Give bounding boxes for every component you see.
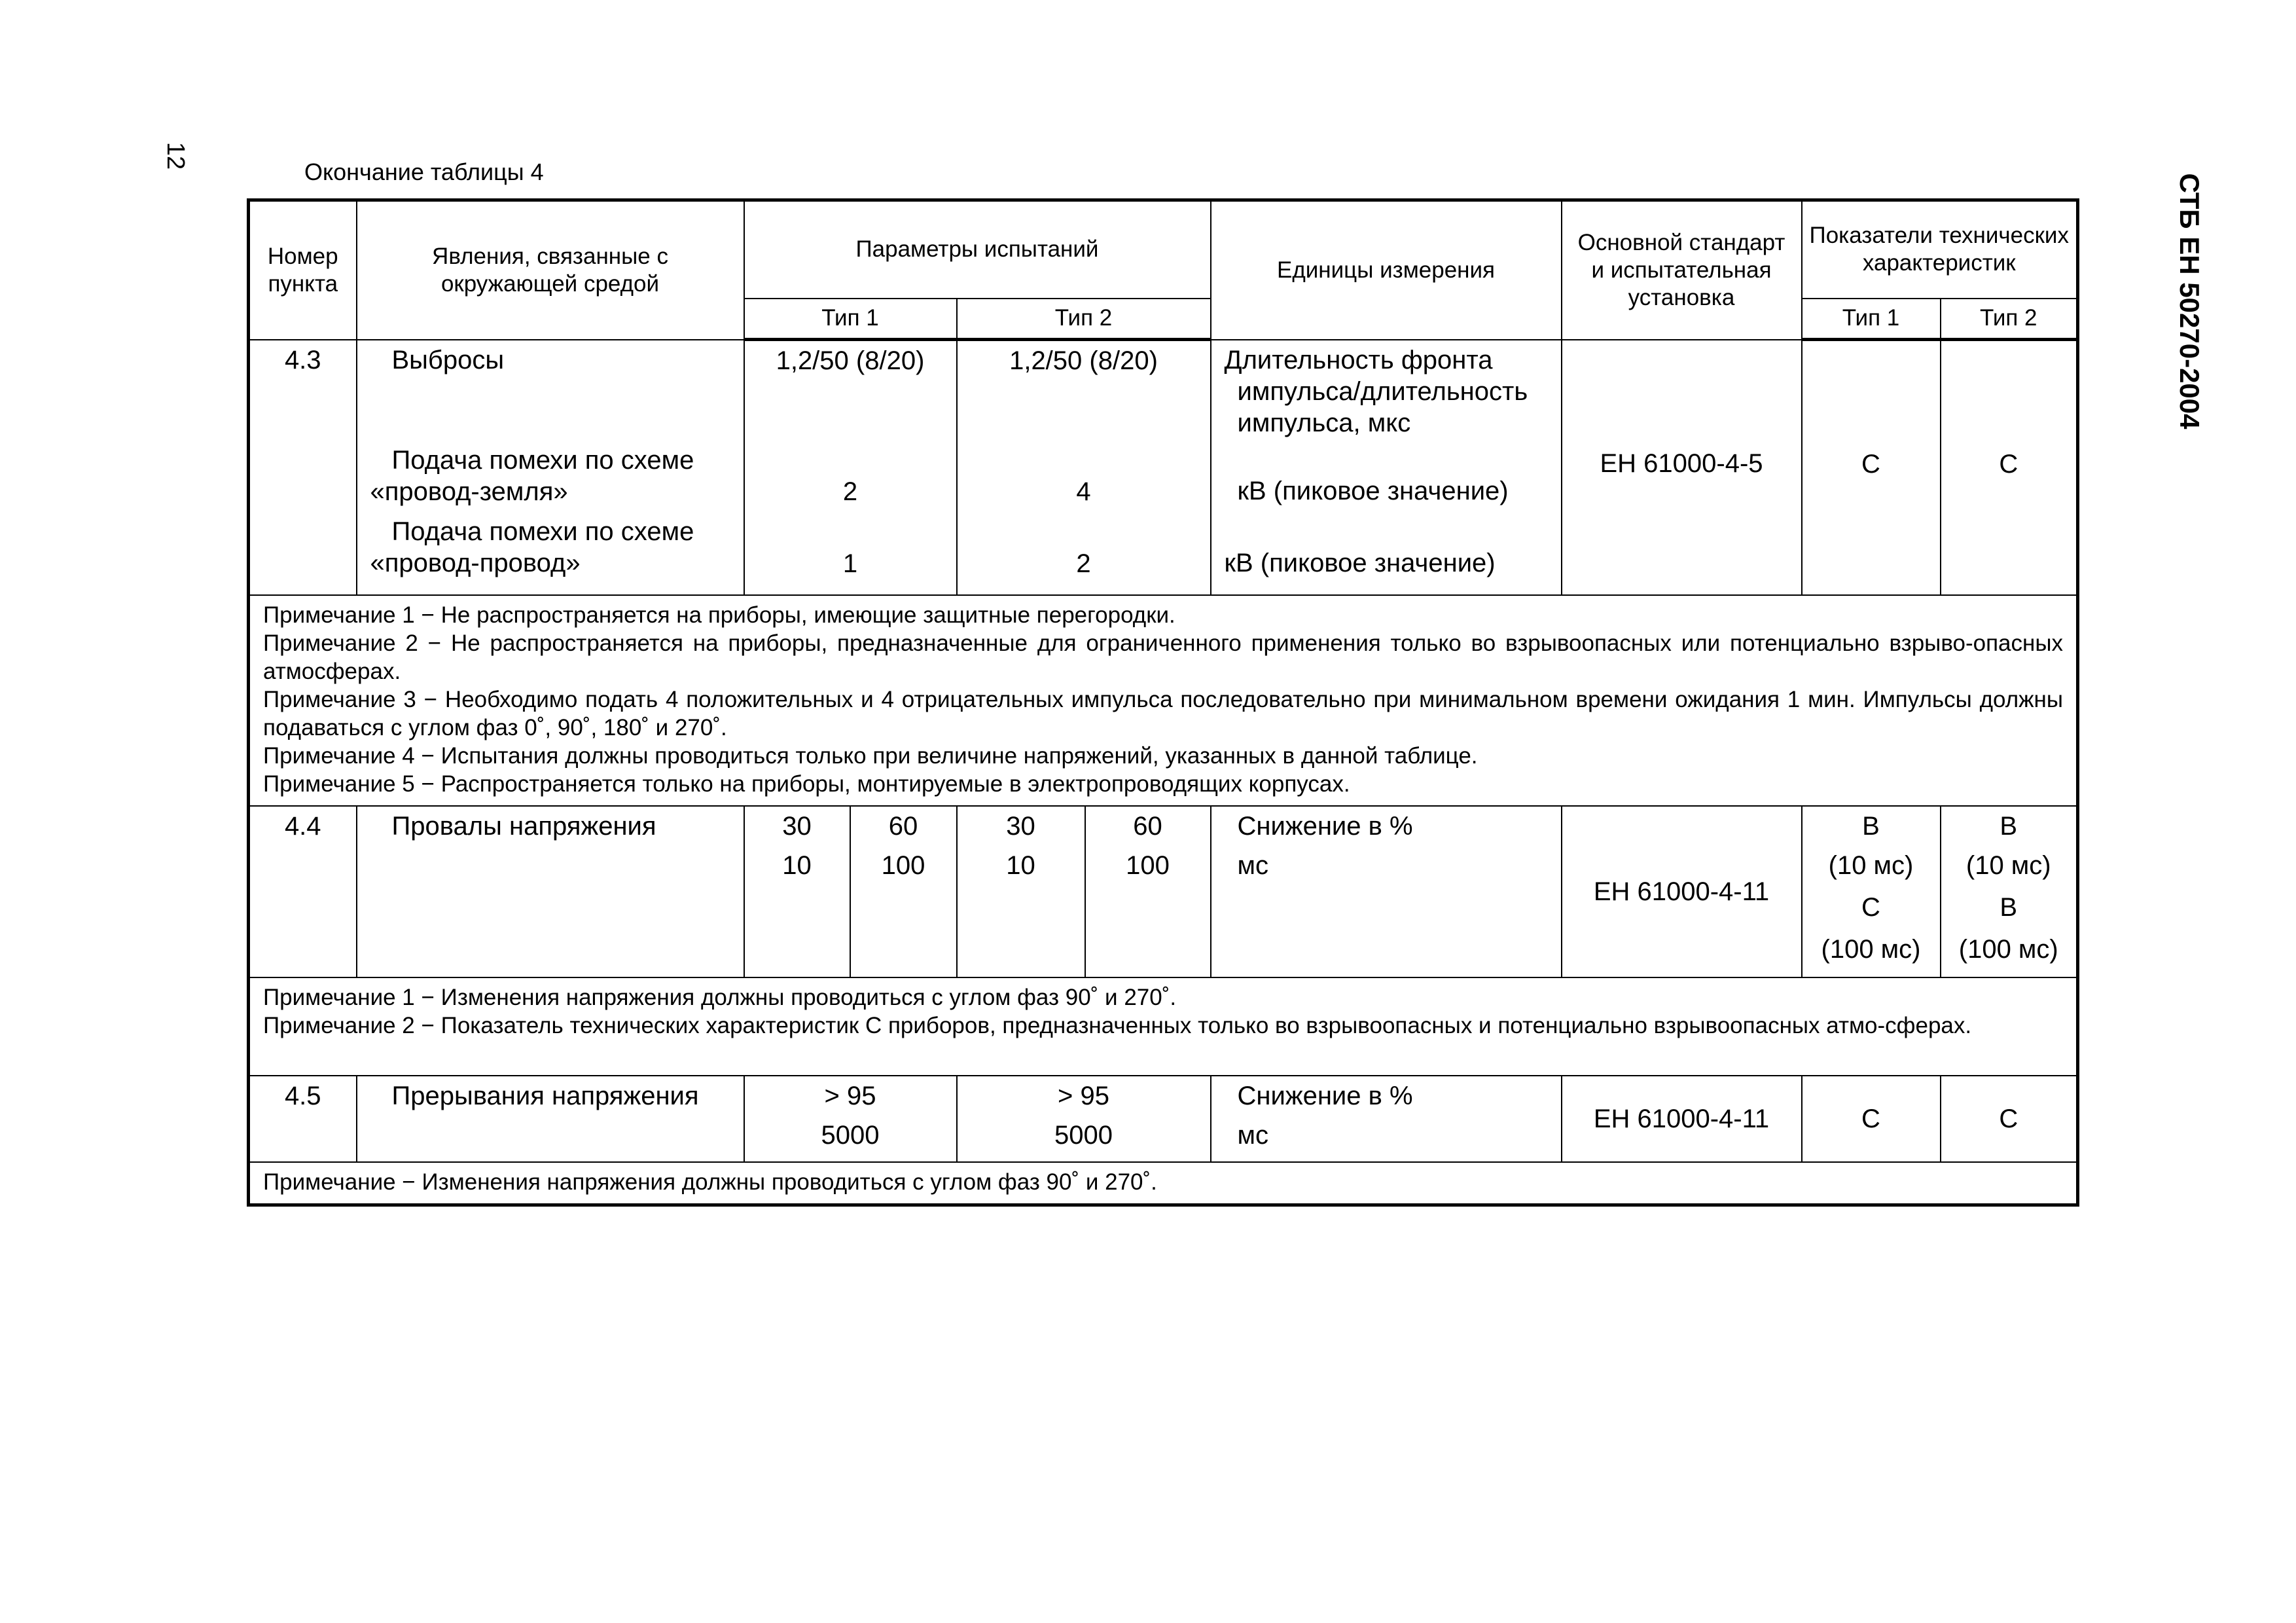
- test-type1-cell: [744, 340, 957, 595]
- value: 10: [1006, 850, 1035, 880]
- table-caption: Окончание таблицы 4: [304, 158, 544, 185]
- units-kv-peak-2: кВ (пиковое значение): [1224, 548, 1496, 577]
- header-test-params: Параметры испытаний: [744, 200, 1211, 299]
- page-number: 12: [162, 141, 189, 170]
- item-number: 4.4: [249, 806, 357, 977]
- notes-cell: [249, 977, 2078, 1076]
- value: (10 мс): [1828, 850, 1914, 880]
- standard-cell: ЕН 61000-4-5: [1562, 340, 1802, 595]
- value: (10 мс): [1965, 850, 2051, 880]
- value: В: [1862, 811, 1880, 841]
- type1-col-a: [744, 806, 850, 977]
- value: 5000: [821, 1120, 880, 1150]
- item-number: 4.3: [249, 340, 357, 595]
- value: 100: [881, 850, 925, 880]
- notes-row-4-5: [249, 1162, 2078, 1205]
- header-standard: Основной стандарт и испытательная установка: [1562, 200, 1802, 340]
- header-item-number: Номер пункта: [249, 200, 357, 340]
- perf-type2-cell: С: [1941, 340, 2078, 595]
- note-2: Примечание 2 − Показатель технических характеристик С приборов, предназначенных только во взрывоопасных и потенциально взрывоопасных атмо-сферах.: [263, 1012, 1972, 1038]
- header-performance: Показатели технических характеристик: [1802, 200, 2078, 299]
- value: (100 мс): [1821, 934, 1921, 964]
- perf-type2-cell: С: [1941, 1076, 2078, 1162]
- units-kv-peak-1: кВ (пиковое значение): [1237, 476, 1509, 505]
- phenomena-cell: Провалы напряжения: [357, 806, 744, 977]
- perf-type1-cell: [1802, 806, 1941, 977]
- perf-type1-cell: С: [1802, 1076, 1941, 1162]
- note-5: Примечание 5 − Распространяется только на приборы, монтируемые в электропроводящих корпусах.: [263, 771, 1350, 797]
- value: 30: [782, 811, 812, 841]
- unit: Снижение в %: [1237, 811, 1413, 841]
- value: 100: [1126, 850, 1170, 880]
- note-1: Примечание 1 − Не распространяется на приборы, имеющие защитные перегородки.: [263, 602, 1175, 628]
- note-4: Примечание 4 − Испытания должны проводиться только при величине напряжений, указанных в данной таблице.: [263, 742, 1478, 769]
- table-header-row: [249, 200, 2078, 299]
- notes-cell: [249, 595, 2078, 806]
- test-type2-cell: [957, 340, 1211, 595]
- phenomena-cell: [357, 340, 744, 595]
- phenomena-emissions: Выбросы: [391, 345, 505, 374]
- type2-waveform: 1,2/50 (8/20): [1009, 346, 1158, 375]
- value: В: [2000, 811, 2018, 841]
- value: 30: [1006, 811, 1035, 841]
- value: (100 мс): [1958, 934, 2058, 964]
- table-row-4-5: [249, 1076, 2078, 1162]
- unit: мс: [1237, 1120, 1268, 1150]
- notes-row-4-3: [249, 595, 2078, 806]
- type2-line-line-kv: 2: [1076, 549, 1091, 578]
- notes-row-4-4: [249, 977, 2078, 1076]
- type2-col-b: [1085, 806, 1211, 977]
- units-pulse-duration: Длительность фронта импульса/длительность импульса, мкс: [1224, 345, 1528, 437]
- header-phenomena: Явления, связанные с окружающей средой: [357, 200, 744, 340]
- value: 60: [888, 811, 918, 841]
- header-units: Единицы измерения: [1211, 200, 1562, 340]
- note-2: Примечание 2 − Не распространяется на приборы, предназначенные для ограниченного применения только во взрывоопасных или потенциально взрыво-опасных атмосферах.: [263, 630, 2064, 684]
- standard-cell: ЕН 61000-4-11: [1562, 806, 1802, 977]
- standard-cell: ЕН 61000-4-11: [1562, 1076, 1802, 1162]
- value: > 95: [824, 1081, 876, 1110]
- value: 60: [1133, 811, 1162, 841]
- type1-line-line-kv: 1: [842, 549, 858, 578]
- note-3: Примечание 3 − Необходимо подать 4 положительных и 4 отрицательных импульса последовательно при минимальном времени ожидания 1 мин. Импульсы должны подаваться с углом фаз 0˚, 90˚, 180˚ и 270˚.: [263, 686, 2064, 740]
- item-number: 4.5: [249, 1076, 357, 1162]
- type2-col-a: [957, 806, 1085, 977]
- type1-line-earth-kv: 2: [842, 477, 858, 506]
- header-perf-type1: Тип 1: [1802, 299, 1941, 340]
- units-cell: [1211, 340, 1562, 595]
- header-test-type1: Тип 1: [744, 299, 957, 340]
- test-type1-cell: [744, 1076, 957, 1162]
- note-1: Примечание 1 − Изменения напряжения должны проводиться с углом фаз 90˚ и 270˚.: [263, 984, 1177, 1010]
- table-row-4-3: [249, 340, 2078, 595]
- units-cell: [1211, 1076, 1562, 1162]
- value: 5000: [1054, 1120, 1113, 1150]
- document-code: СТБ ЕН 50270-2004: [2174, 173, 2205, 429]
- value: С: [1861, 892, 1880, 922]
- phenomena-line-earth: Подача помехи по схеме «провод-земля»: [370, 445, 694, 506]
- unit: Снижение в %: [1237, 1081, 1413, 1110]
- value: В: [2000, 892, 2018, 922]
- table-row-4-4: [249, 806, 2078, 977]
- header-test-type2: Тип 2: [957, 299, 1211, 340]
- type2-line-earth-kv: 4: [1076, 477, 1091, 506]
- value: > 95: [1058, 1081, 1109, 1110]
- units-cell: [1211, 806, 1562, 977]
- parameters-table: [247, 198, 2079, 1207]
- phenomena-cell: Прерывания напряжения: [357, 1076, 744, 1162]
- type1-waveform: 1,2/50 (8/20): [776, 346, 925, 375]
- header-perf-type2: Тип 2: [1941, 299, 2078, 340]
- test-type2-cell: [957, 1076, 1211, 1162]
- note-cell: Примечание − Изменения напряжения должны проводиться с углом фаз 90˚ и 270˚.: [249, 1162, 2078, 1205]
- type1-col-b: [850, 806, 957, 977]
- unit: мс: [1237, 850, 1268, 880]
- perf-type2-cell: [1941, 806, 2078, 977]
- perf-type1-cell: С: [1802, 340, 1941, 595]
- value: 10: [782, 850, 812, 880]
- phenomena-line-line: Подача помехи по схеме «провод-провод»: [370, 517, 694, 577]
